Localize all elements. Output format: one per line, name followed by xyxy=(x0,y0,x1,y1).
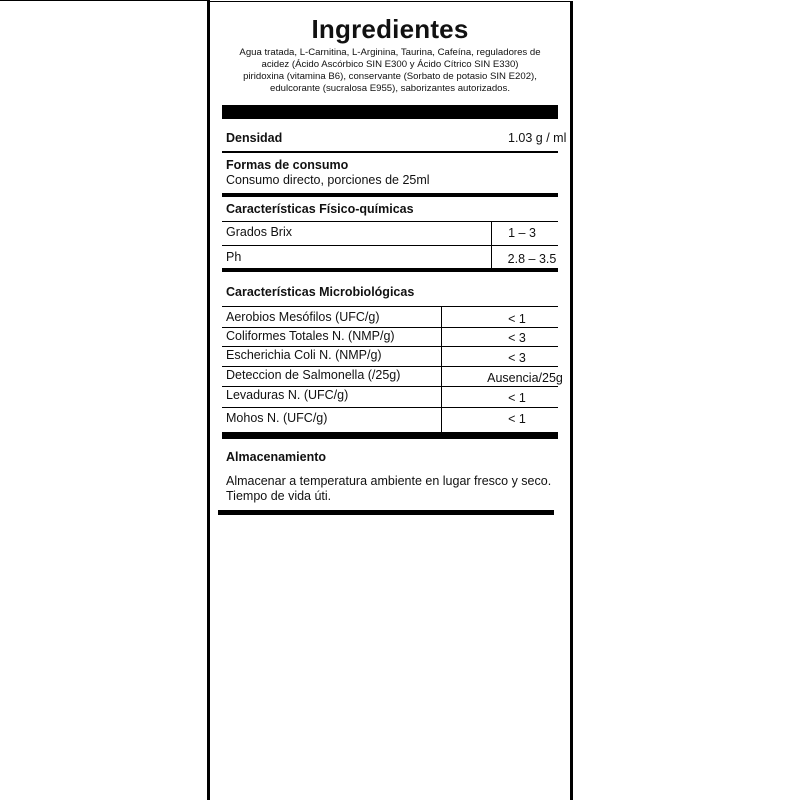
ingredients-line: acidez (Ácido Ascórbico SIN E300 y Ácido Cítrico SIN E330) xyxy=(261,59,519,70)
physicochemical-heading: Características Físico-químicas xyxy=(226,202,414,216)
physicochemical-row-value: 2.8 – 3.5 xyxy=(507,252,557,266)
row-divider xyxy=(222,245,558,246)
physicochemical-row-value: 1 – 3 xyxy=(508,226,536,240)
microbiological-row-value: < 1 xyxy=(508,412,526,426)
microbiological-row-value: Ausencia/25g xyxy=(487,371,563,385)
microbiological-row-value: < 1 xyxy=(508,312,526,326)
section-divider-bar xyxy=(222,268,558,272)
microbiological-row-label: Mohos N. (UFC/g) xyxy=(226,411,328,425)
consumption-text: Consumo directo, porciones de 25ml xyxy=(226,173,430,187)
microbiological-row-label: Aerobios Mesófilos (UFC/g) xyxy=(226,310,380,324)
section-divider-bar xyxy=(222,105,558,119)
row-divider xyxy=(222,407,558,408)
column-divider xyxy=(441,306,442,432)
column-divider xyxy=(491,221,492,269)
microbiological-row-value: < 1 xyxy=(508,391,526,405)
storage-heading: Almacenamiento xyxy=(226,450,327,464)
top-border-line xyxy=(0,0,210,1)
density-value: 1.03 g / ml xyxy=(508,131,567,145)
row-divider xyxy=(222,366,558,367)
physicochemical-row-label: Grados Brix xyxy=(226,225,292,239)
microbiological-row-label: Deteccion de Salmonella (/25g) xyxy=(226,368,401,382)
section-divider-bar xyxy=(218,510,554,515)
consumption-label: Formas de consumo xyxy=(226,158,349,172)
storage-text-line: Tiempo de vida úti. xyxy=(226,489,332,503)
microbiological-row-value: < 3 xyxy=(508,351,526,365)
ingredients-line: piridoxina (vitamina B6), conservante (Sorbato de potasio SIN E202), xyxy=(243,71,537,82)
row-divider xyxy=(222,346,558,347)
row-divider xyxy=(222,221,558,222)
storage-text-line: Almacenar a temperatura ambiente en lugar fresco y seco. xyxy=(226,474,552,488)
microbiological-row-label: Escherichia Coli N. (NMP/g) xyxy=(226,348,382,362)
ingredients-text xyxy=(238,47,542,95)
microbiological-row-label: Coliformes Totales N. (NMP/g) xyxy=(226,329,395,343)
section-divider-bar xyxy=(222,193,558,197)
microbiological-heading: Características Microbiológicas xyxy=(226,285,415,299)
microbiological-row-value: < 3 xyxy=(508,331,526,345)
row-divider xyxy=(222,151,558,153)
physicochemical-row-label: Ph xyxy=(226,250,242,264)
nutrition-label-panel xyxy=(207,1,573,800)
microbiological-row-label: Levaduras N. (UFC/g) xyxy=(226,388,349,402)
section-divider-bar xyxy=(222,432,558,439)
ingredients-line: Agua tratada, L-Carnitina, L-Arginina, Taurina, Cafeína, reguladores de xyxy=(239,47,541,58)
row-divider xyxy=(222,306,558,307)
density-label: Densidad xyxy=(226,131,283,145)
row-divider xyxy=(222,327,558,328)
row-divider xyxy=(222,386,558,387)
ingredients-title: Ingredientes xyxy=(311,14,469,44)
ingredients-line: edulcorante (sucralosa E955), saborizantes autorizados. xyxy=(270,83,510,94)
